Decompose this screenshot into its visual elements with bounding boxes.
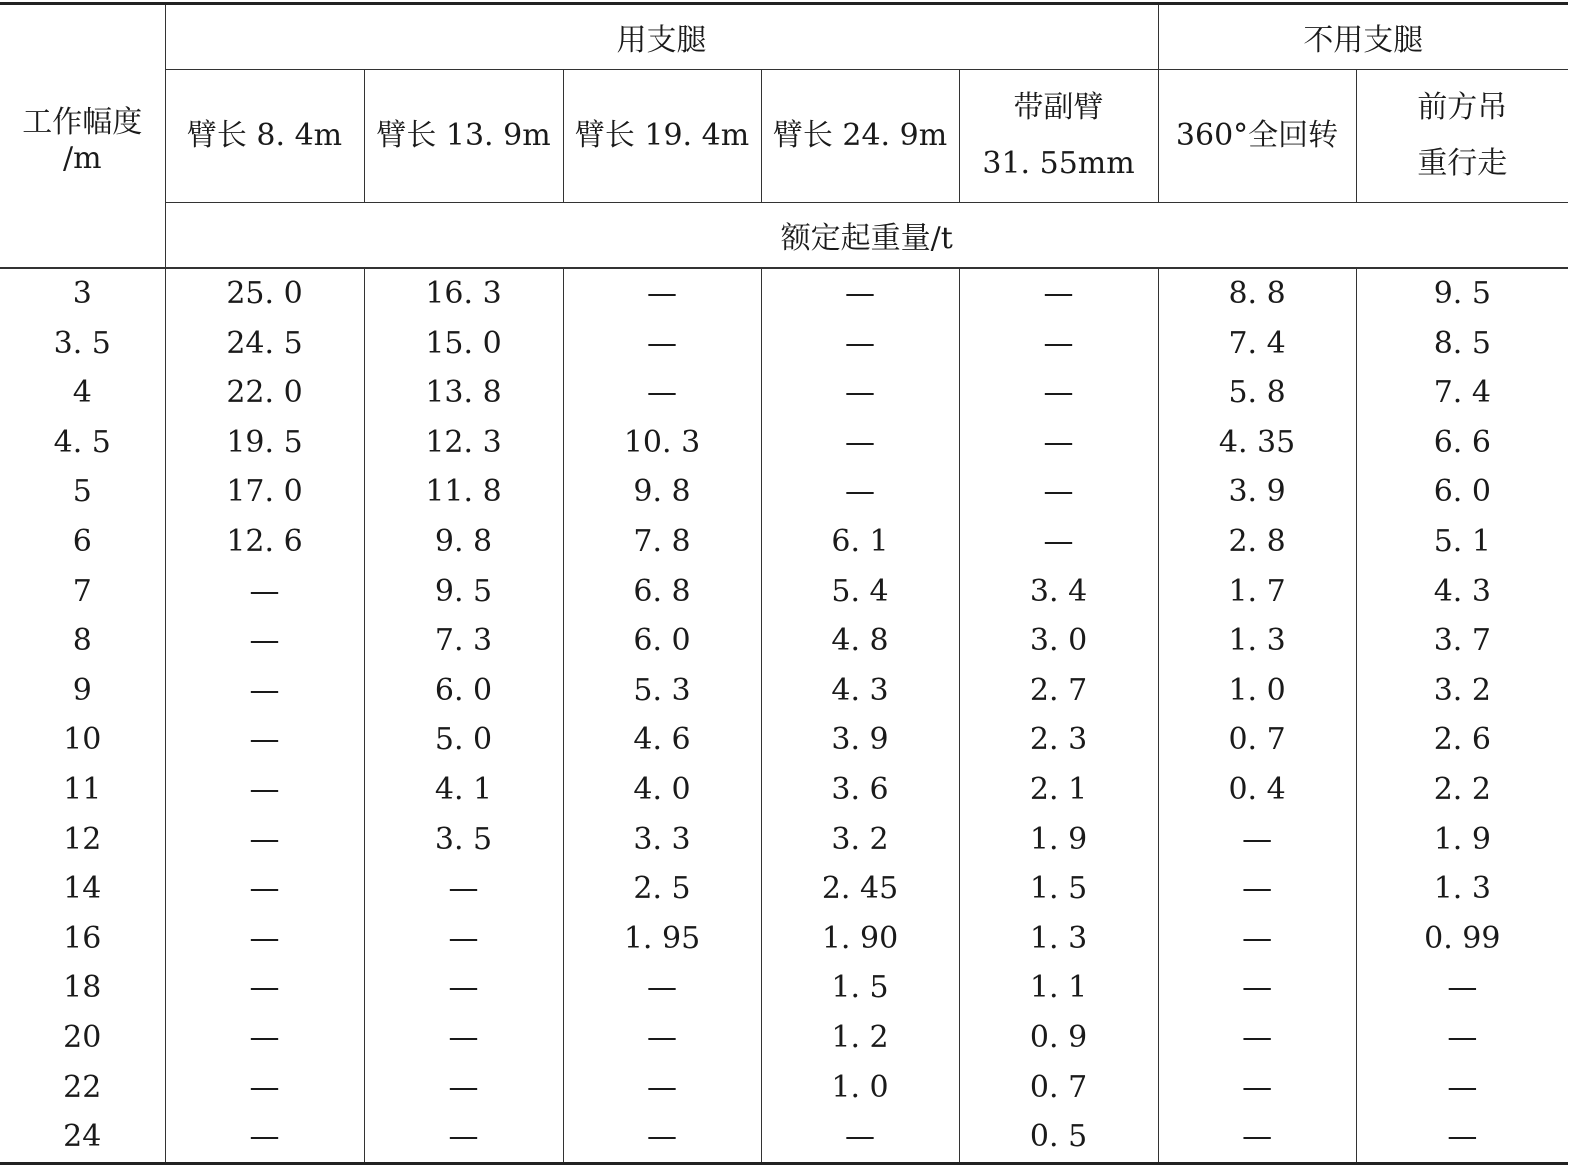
capacity-cell: — [761, 319, 959, 369]
capacity-cell: — [364, 914, 563, 964]
capacity-cell: 9. 5 [1356, 268, 1568, 319]
capacity-cell: — [761, 418, 959, 468]
capacity-cell: 3. 9 [761, 715, 959, 765]
capacity-cell: 4. 8 [761, 616, 959, 666]
group-header-outriggers: 用支腿 [165, 4, 1158, 70]
capacity-cell: 8. 8 [1158, 268, 1356, 319]
capacity-cell: — [364, 1013, 563, 1063]
capacity-cell: — [364, 963, 563, 1013]
capacity-cell: — [959, 467, 1158, 517]
capacity-cell: — [1356, 1112, 1568, 1163]
table-row [0, 1013, 1568, 1063]
capacity-cell: 0. 7 [959, 1063, 1158, 1113]
column-header: 臂长 8. 4m [165, 70, 364, 203]
table-row [0, 914, 1568, 964]
capacity-cell: 10. 3 [563, 418, 761, 468]
capacity-cell: 7. 4 [1356, 368, 1568, 418]
radius-cell: 10 [63, 722, 102, 758]
capacity-cell: 8. 5 [1356, 319, 1568, 369]
capacity-cell: 2. 3 [959, 715, 1158, 765]
radius-cell: 3 [72, 276, 92, 311]
radius-cell: 24 [0, 1112, 165, 1163]
radius-cell: 11 [63, 771, 102, 807]
capacity-cell: 0. 5 [959, 1112, 1158, 1163]
capacity-cell: 6. 8 [563, 567, 761, 617]
capacity-cell: — [1158, 1112, 1356, 1163]
capacity-cell: — [1158, 815, 1356, 865]
capacity-cell: — [165, 963, 364, 1013]
radius-cell: 4. 5 [53, 424, 111, 460]
group-header-no-outriggers: 不用支腿 [1158, 4, 1568, 70]
capacity-cell: 0. 4 [1158, 765, 1356, 815]
capacity-cell: — [364, 864, 563, 914]
table-row [0, 567, 1568, 617]
capacity-cell: 0. 9 [959, 1013, 1158, 1063]
capacity-cell: — [1158, 1013, 1356, 1063]
table-row [0, 815, 1568, 865]
capacity-cell: 2. 7 [959, 666, 1158, 716]
capacity-cell: 2. 2 [1356, 765, 1568, 815]
capacity-cell: 7. 3 [364, 616, 563, 666]
capacity-cell: 12. 6 [165, 517, 364, 567]
capacity-cell: 11. 8 [364, 467, 563, 517]
unit-row: 额定起重量/t [165, 203, 1568, 269]
capacity-cell: — [165, 1112, 364, 1163]
capacity-cell: — [761, 368, 959, 418]
capacity-cell: — [959, 268, 1158, 319]
capacity-cell: — [165, 666, 364, 716]
capacity-cell: — [165, 914, 364, 964]
capacity-cell: 17. 0 [165, 467, 364, 517]
capacity-cell: 1. 3 [1356, 864, 1568, 914]
capacity-cell: — [1356, 1013, 1568, 1063]
capacity-cell: 2. 6 [1356, 715, 1568, 765]
capacity-cell: 12. 3 [364, 418, 563, 468]
radius-cell: 22 [63, 1069, 102, 1105]
capacity-cell: — [364, 1063, 563, 1113]
capacity-cell: 1. 7 [1158, 567, 1356, 617]
capacity-cell: — [959, 517, 1158, 567]
table-row [0, 467, 1568, 517]
radius-cell: 14 [63, 871, 102, 907]
capacity-cell: — [563, 368, 761, 418]
capacity-cell: 16. 3 [364, 268, 563, 319]
capacity-cell: 3. 0 [959, 616, 1158, 666]
row-label-header [0, 4, 165, 269]
capacity-cell: — [959, 319, 1158, 369]
capacity-cell: 5. 0 [364, 715, 563, 765]
capacity-cell: 9. 8 [563, 467, 761, 517]
table-row [0, 1063, 1568, 1113]
capacity-cell: 15. 0 [364, 319, 563, 369]
row-label-line1: 工作幅度 [22, 104, 143, 140]
capacity-cell: 1. 95 [563, 914, 761, 964]
table-row [0, 319, 1568, 369]
capacity-cell: 13. 8 [364, 368, 563, 418]
capacity-cell: — [1356, 1063, 1568, 1113]
capacity-cell: 9. 8 [364, 517, 563, 567]
radius-cell: 7 [72, 573, 92, 609]
capacity-cell: — [165, 815, 364, 865]
radius-cell: 6 [72, 523, 92, 559]
capacity-cell: 4. 0 [563, 765, 761, 815]
capacity-cell: — [563, 319, 761, 369]
crane-load-rating-table [0, 2, 1568, 1165]
capacity-cell: 0. 7 [1158, 715, 1356, 765]
capacity-cell: — [1158, 1063, 1356, 1113]
capacity-cell: — [959, 368, 1158, 418]
capacity-cell: — [165, 567, 364, 617]
column-header: 带副臂 31. 55mm [959, 70, 1158, 203]
capacity-cell: 1. 9 [1356, 815, 1568, 865]
capacity-cell: 1. 3 [959, 914, 1158, 964]
table-body [0, 268, 1568, 1163]
capacity-cell: 1. 3 [1158, 616, 1356, 666]
radius-cell: 16 [63, 920, 102, 956]
capacity-cell: 22. 0 [165, 368, 364, 418]
capacity-cell: 3. 7 [1356, 616, 1568, 666]
capacity-cell: 6. 6 [1356, 418, 1568, 468]
capacity-cell: 7. 8 [563, 517, 761, 567]
radius-cell: 18 [63, 970, 102, 1006]
table-row [0, 517, 1568, 567]
column-header: 臂长 24. 9m [761, 70, 959, 203]
row-label-line2: /m [62, 140, 102, 176]
capacity-cell: 5. 4 [761, 567, 959, 617]
capacity-cell: 2. 8 [1158, 517, 1356, 567]
capacity-cell: 19. 5 [165, 418, 364, 468]
radius-cell: 20 [63, 1019, 102, 1055]
table-row [0, 963, 1568, 1013]
capacity-cell: — [1158, 864, 1356, 914]
capacity-cell: 1. 2 [761, 1013, 959, 1063]
capacity-cell: — [563, 1063, 761, 1113]
table-row [0, 268, 1568, 319]
column-header: 前方吊 重行走 [1356, 70, 1568, 203]
capacity-cell: — [165, 765, 364, 815]
table-row [0, 666, 1568, 716]
radius-cell: 8 [72, 623, 92, 659]
capacity-cell: — [165, 864, 364, 914]
capacity-cell: — [1158, 963, 1356, 1013]
capacity-cell: 24. 5 [165, 319, 364, 369]
capacity-cell: 6. 0 [563, 616, 761, 666]
capacity-cell: 4. 3 [761, 666, 959, 716]
capacity-cell: 5. 3 [563, 666, 761, 716]
capacity-cell: 7. 4 [1158, 319, 1356, 369]
capacity-cell: 1. 5 [959, 864, 1158, 914]
table-row [0, 715, 1568, 765]
capacity-cell: 6. 1 [761, 517, 959, 567]
capacity-cell: 1. 5 [761, 963, 959, 1013]
capacity-cell: 3. 6 [761, 765, 959, 815]
table-row [0, 1112, 1568, 1163]
capacity-cell: 3. 3 [563, 815, 761, 865]
table-row [0, 864, 1568, 914]
table-row [0, 765, 1568, 815]
capacity-cell: — [563, 963, 761, 1013]
capacity-cell: — [1356, 963, 1568, 1013]
radius-cell: 9 [72, 672, 92, 708]
capacity-cell: — [563, 268, 761, 319]
radius-cell: 12 [63, 821, 102, 857]
capacity-cell: 3. 5 [364, 815, 563, 865]
radius-cell: 3. 5 [53, 325, 111, 361]
capacity-cell: 2. 5 [563, 864, 761, 914]
capacity-cell: 9. 5 [364, 567, 563, 617]
capacity-cell: 3. 9 [1158, 467, 1356, 517]
capacity-cell: 1. 90 [761, 914, 959, 964]
capacity-cell: 3. 2 [761, 815, 959, 865]
capacity-cell: 25. 0 [165, 268, 364, 319]
column-header: 臂长 19. 4m [563, 70, 761, 203]
capacity-cell: 6. 0 [1356, 467, 1568, 517]
capacity-cell: — [959, 418, 1158, 468]
capacity-cell: 3. 4 [959, 567, 1158, 617]
capacity-cell: 3. 2 [1356, 666, 1568, 716]
capacity-cell: — [761, 467, 959, 517]
capacity-cell: — [165, 715, 364, 765]
capacity-cell: — [165, 1063, 364, 1113]
capacity-cell: — [761, 1112, 959, 1163]
capacity-cell: — [761, 268, 959, 319]
capacity-cell: 2. 1 [959, 765, 1158, 815]
capacity-cell: — [1158, 914, 1356, 964]
capacity-cell: 0. 99 [1356, 914, 1568, 964]
capacity-cell: — [563, 1112, 761, 1163]
capacity-cell: 4. 3 [1356, 567, 1568, 617]
capacity-cell: 4. 1 [364, 765, 563, 815]
capacity-cell: 6. 0 [364, 666, 563, 716]
capacity-cell: 1. 9 [959, 815, 1158, 865]
column-header: 360°全回转 [1158, 70, 1356, 203]
capacity-cell: 1. 0 [761, 1063, 959, 1113]
radius-cell: 4 [72, 375, 92, 411]
table-row [0, 418, 1568, 468]
capacity-cell: — [563, 1013, 761, 1063]
capacity-cell: 4. 6 [563, 715, 761, 765]
capacity-cell: — [364, 1112, 563, 1163]
capacity-cell: 2. 45 [761, 864, 959, 914]
capacity-cell: 5. 8 [1158, 368, 1356, 418]
capacity-cell: 4. 35 [1158, 418, 1356, 468]
table-row [0, 368, 1568, 418]
column-header: 臂长 13. 9m [364, 70, 563, 203]
capacity-cell: — [165, 616, 364, 666]
table-row [0, 616, 1568, 666]
radius-cell: 5 [72, 474, 92, 510]
capacity-cell: 1. 0 [1158, 666, 1356, 716]
capacity-cell: 1. 1 [959, 963, 1158, 1013]
capacity-cell: 5. 1 [1356, 517, 1568, 567]
capacity-cell: — [165, 1013, 364, 1063]
